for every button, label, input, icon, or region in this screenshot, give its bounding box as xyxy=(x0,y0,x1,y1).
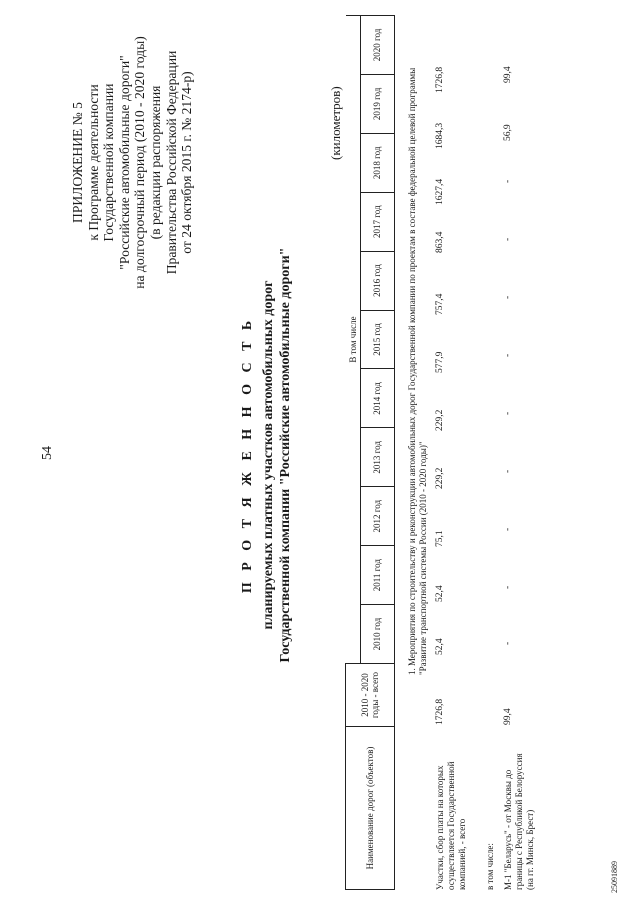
row-value: 757,4 xyxy=(435,293,445,315)
header-year: 2019 год xyxy=(360,74,394,133)
row-value: - xyxy=(503,641,513,645)
appendix-line: от 24 октября 2015 г. № 2174-р) xyxy=(179,71,195,254)
row-total: 1726,8 xyxy=(435,698,445,725)
row-total: 99,4 xyxy=(503,708,513,725)
row-label: М-1 "Беларусь" - от Москвы до границы с Республикой Белоруссия (на гг. Минск, Брест) xyxy=(503,753,535,890)
row-value: 1627,4 xyxy=(435,178,445,205)
header-year: 2011 год xyxy=(360,546,394,605)
row-value: - xyxy=(503,469,513,473)
appendix-line: "Российские автомобильные дороги" xyxy=(116,55,132,270)
header-road-name: Наименование дорог (объектов) xyxy=(346,727,395,890)
row-label: Участки, сбор платы на которых осуществляется Государственной компанией, - всего xyxy=(435,761,467,890)
header-year: 2012 год xyxy=(360,487,394,546)
header-year: 2013 год xyxy=(360,428,394,487)
row-value: 99,4 xyxy=(503,66,513,83)
row-value: 863,4 xyxy=(435,231,445,253)
header-total: 2010 - 2020 годы - всего xyxy=(346,664,395,727)
header-year: 2016 год xyxy=(360,251,394,310)
section-title: 1. Мероприятия по строительству и реконструкции автомобильных дорог Государственной компании по проектам в составе федеральной целевой программы "Развитие транспортной системы России (2010 - 2020 годы)" xyxy=(407,67,428,675)
header-year: 2017 год xyxy=(360,192,394,251)
appendix-line: (в редакции распоряжения xyxy=(147,85,163,240)
row-value: 52,4 xyxy=(435,638,445,655)
row-label: в том числе: xyxy=(485,843,495,890)
row-value: 229,2 xyxy=(435,409,445,431)
row-value: - xyxy=(503,295,513,299)
footer-code: 25091889 xyxy=(610,861,619,893)
row-value: 52,4 xyxy=(435,585,445,602)
row-value: - xyxy=(503,411,513,415)
appendix-line: к Программе деятельности xyxy=(85,84,101,241)
header-year: 2010 год xyxy=(360,605,394,664)
header-year: 2018 год xyxy=(360,133,394,192)
row-value: 56,9 xyxy=(503,124,513,141)
appendix-header xyxy=(70,20,195,305)
row-value: - xyxy=(503,585,513,589)
row-value: 1726,8 xyxy=(435,66,445,93)
title-block xyxy=(240,155,294,755)
row-value: - xyxy=(503,237,513,241)
document-title: П Р О Т Я Ж Е Н Н О С Т Ь xyxy=(240,316,255,594)
row-value: 577,9 xyxy=(435,351,445,373)
appendix-line: Государственной компании xyxy=(101,83,117,242)
document-subtitle-line1: планируемых платных участков автомобильных дорог xyxy=(261,280,276,630)
row-value: - xyxy=(503,527,513,531)
row-value: 75,1 xyxy=(435,530,445,547)
appendix-line: на долгосрочный период (2010 - 2020 годы) xyxy=(132,36,148,289)
row-value: 1684,3 xyxy=(435,122,445,149)
units-label: (километров) xyxy=(328,86,343,160)
row-value: - xyxy=(503,353,513,357)
row-value: - xyxy=(503,179,513,183)
row-value: 229,2 xyxy=(435,467,445,489)
document-subtitle-line2: Государственной компании "Российские автомобильные дороги" xyxy=(278,247,293,663)
page-number: 54 xyxy=(40,446,55,460)
header-year: 2015 год xyxy=(360,310,394,369)
header-year: 2014 год xyxy=(360,369,394,428)
appendix-line: Правительства Российской Федерации xyxy=(163,50,179,275)
header-in-that-number: В том числе xyxy=(346,16,361,664)
table-header xyxy=(345,15,395,890)
header-year: 2020 год xyxy=(360,16,394,75)
appendix-line: ПРИЛОЖЕНИЕ № 5 xyxy=(70,102,85,223)
